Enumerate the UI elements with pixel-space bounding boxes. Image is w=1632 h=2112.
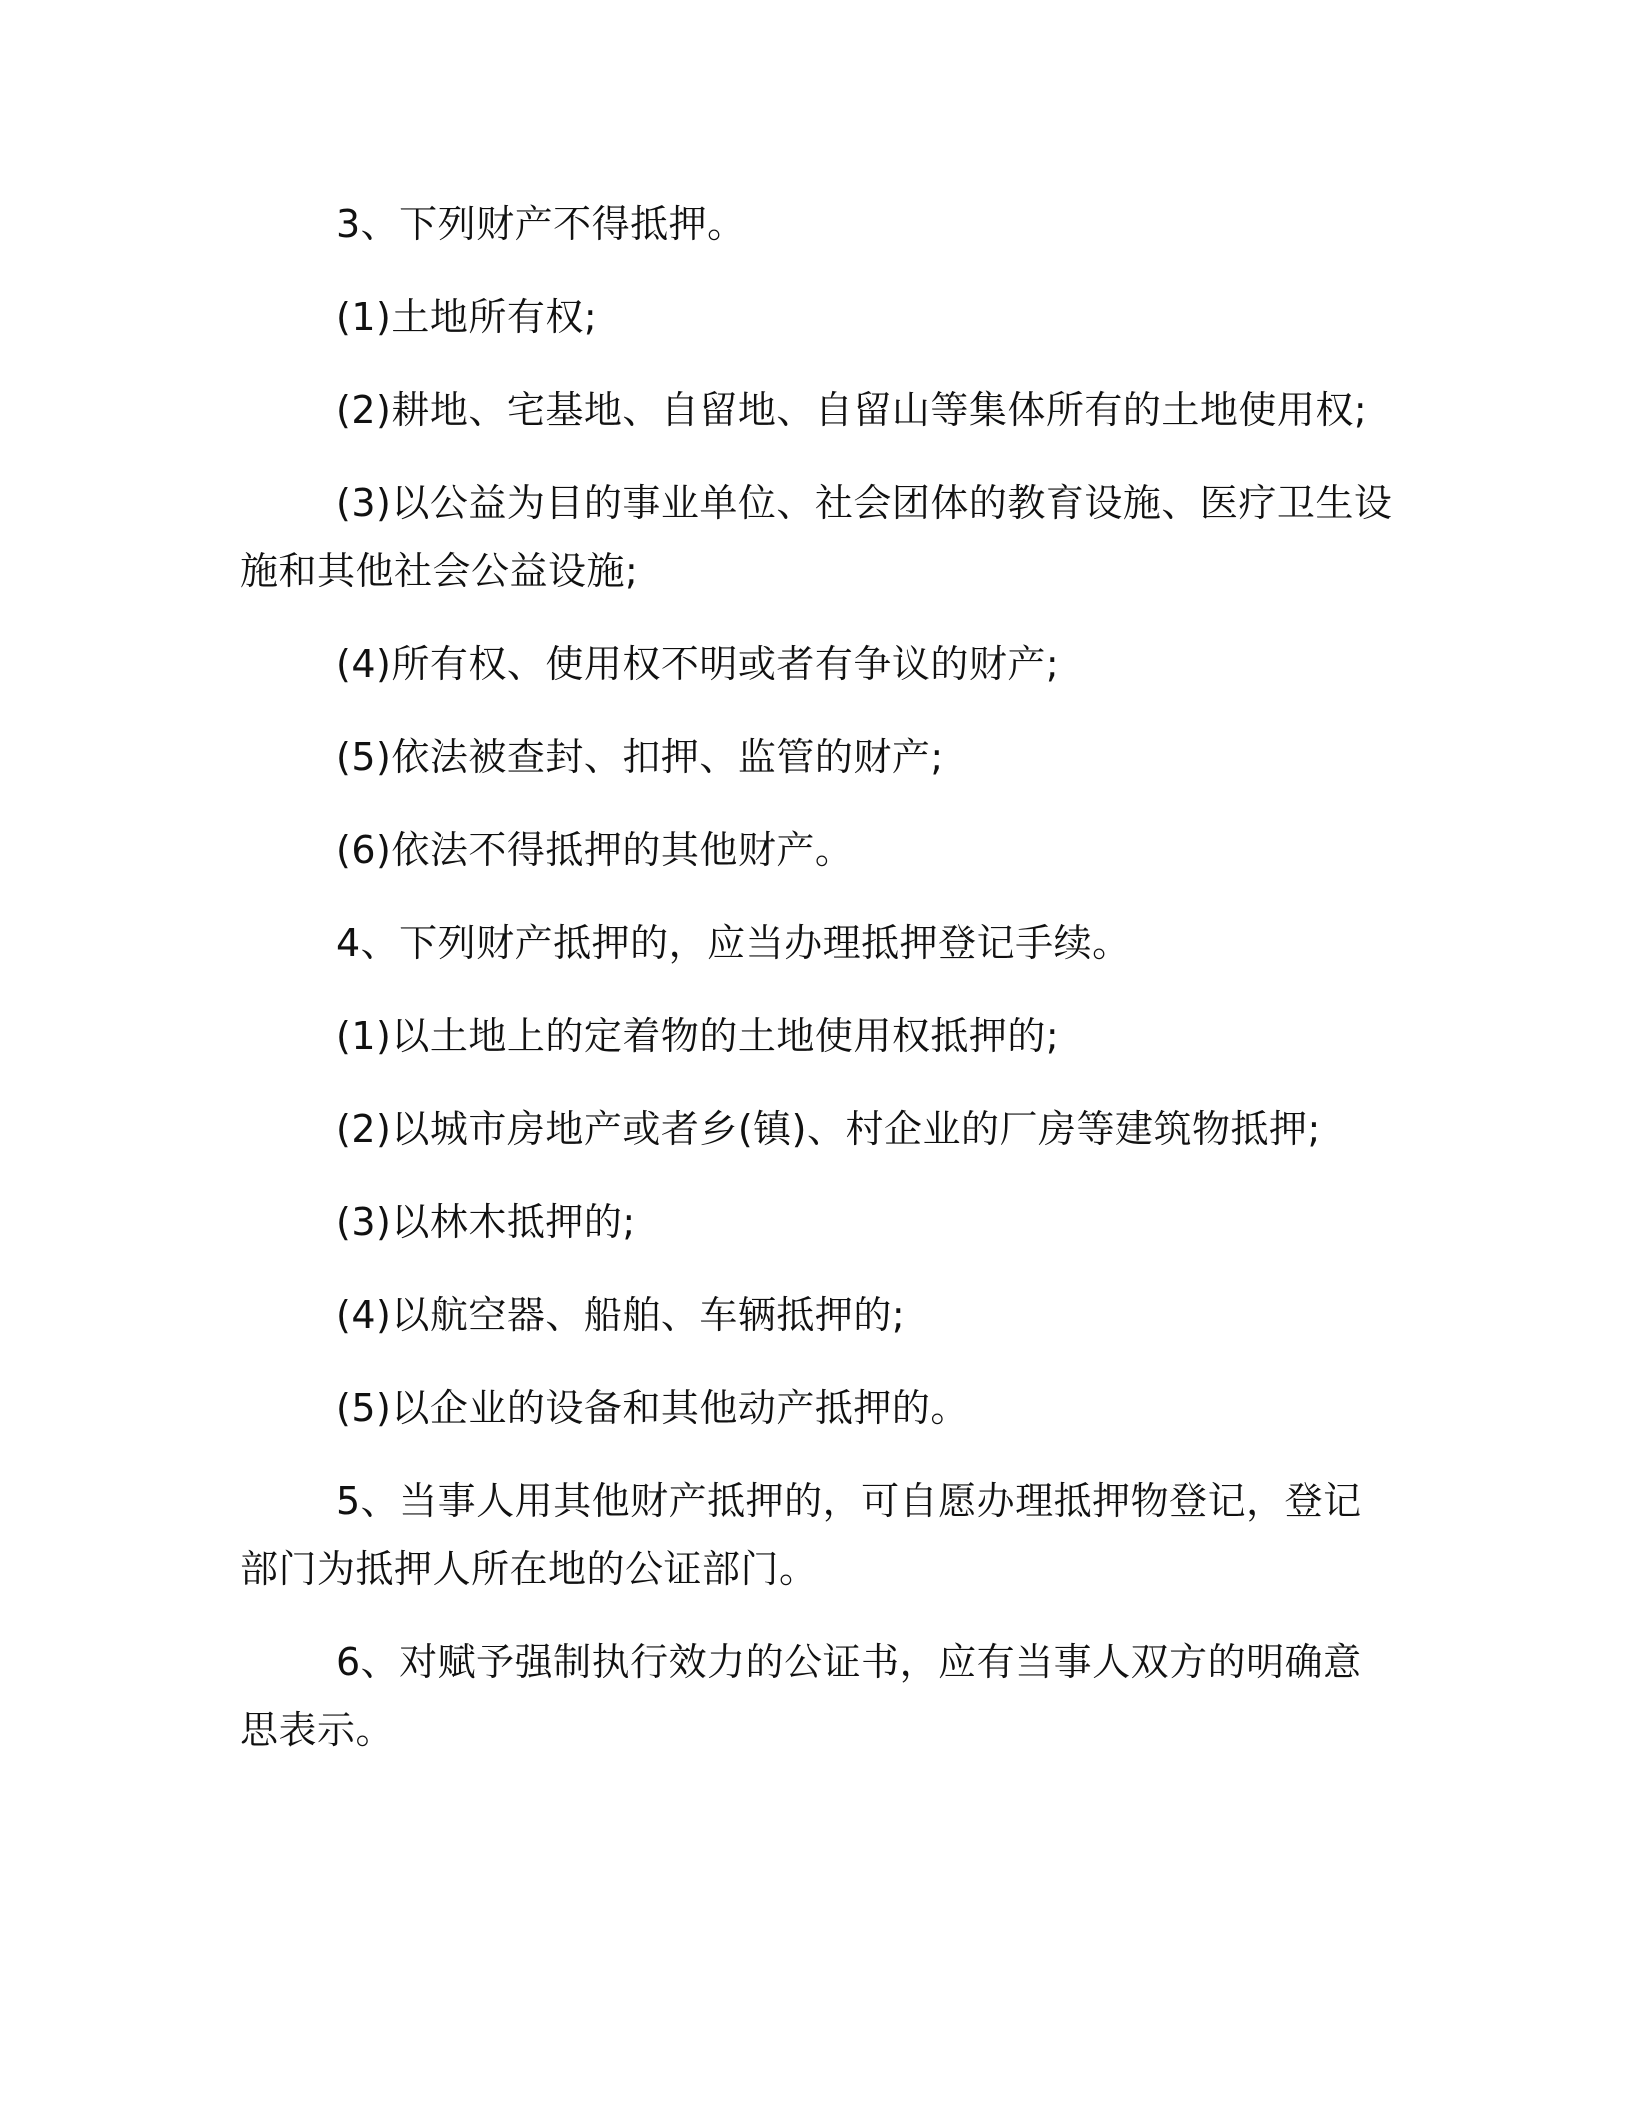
list-item: (1)土地所有权; <box>336 295 598 339</box>
list-item: (5)以企业的设备和其他动产抵押的。 <box>336 1386 969 1430</box>
list-item: (3)以公益为目的事业单位、社会团体的教育设施、医疗卫生设施和其他社会公益设施; <box>240 481 1393 593</box>
list-item: (2)耕地、宅基地、自留地、自留山等集体所有的土地使用权; <box>336 388 1368 432</box>
list-item: (4)所有权、使用权不明或者有争议的财产; <box>336 642 1060 686</box>
document-body <box>240 190 1400 1789</box>
section-4-heading: 4、下列财产抵押的，应当办理抵押登记手续。 <box>336 921 1131 965</box>
section-6-paragraph: 6、对赋予强制执行效力的公证书，应有当事人双方的明确意思表示。 <box>240 1640 1362 1752</box>
list-item: (2)以城市房地产或者乡(镇)、村企业的厂房等建筑物抵押; <box>336 1107 1321 1151</box>
list-item: (6)依法不得抵押的其他财产。 <box>336 828 854 872</box>
section-3-heading: 3、下列财产不得抵押。 <box>336 202 746 246</box>
list-item: (5)依法被查封、扣押、监管的财产; <box>336 735 944 779</box>
list-item: (3)以林木抵押的; <box>336 1200 636 1244</box>
list-item: (4)以航空器、船舶、车辆抵押的; <box>336 1293 906 1337</box>
list-item: (1)以土地上的定着物的土地使用权抵押的; <box>336 1014 1060 1058</box>
section-5-paragraph: 5、当事人用其他财产抵押的，可自愿办理抵押物登记，登记部门为抵押人所在地的公证部门。 <box>240 1479 1362 1591</box>
